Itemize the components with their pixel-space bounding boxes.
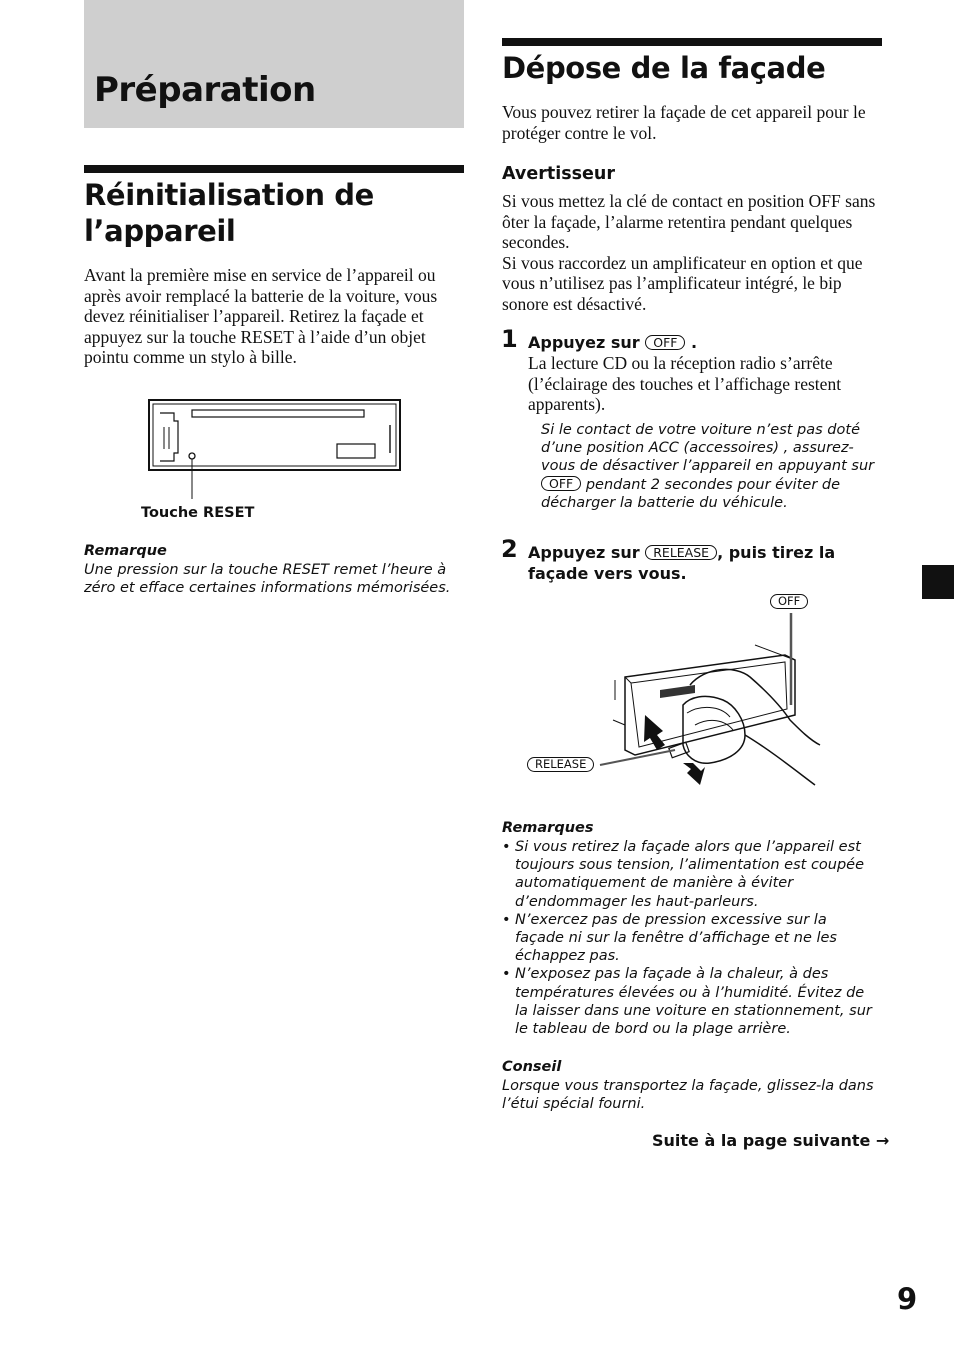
unit-front-illustration: [140, 395, 410, 505]
step2-instruction: [528, 543, 888, 584]
faceplate-removal-illustration: [595, 605, 825, 790]
reset-figure-label: Touche RESET: [141, 505, 255, 521]
step-prefix: Appuyez sur: [528, 543, 640, 562]
step1-note-part: Si le contact de votre voiture n’est pas doté d’une position ACC (accessoires) , assurez-vous de désactiver l’appareil en appuyant sur: [541, 422, 875, 475]
tip-title: Conseil: [502, 1059, 562, 1075]
list-item: • N’exposez pas la façade à la chaleur, à des températures élevées ou à l’humidité. Évitez de la laisser dans une voiture en stationnement, sur le tableau de bord ou la plage arrière.: [502, 965, 880, 1038]
step-prefix: Appuyez sur: [528, 333, 640, 352]
note-text: Une pression sur la touche RESET remet l’heure à zéro et efface certaines informations mémorisées.: [84, 562, 451, 597]
chapter-title: Préparation: [94, 70, 316, 110]
note-title: Remarque: [84, 543, 167, 559]
step1-body: La lecture CD ou la réception radio s’arrête (l’éclairage des touches et l’affichage restent apparents).: [528, 353, 842, 415]
section-thumb-tab: [922, 565, 954, 599]
warning-line: Si vous raccordez un amplificateur en option et que vous n’utilisez pas l’amplificateur intégré, le bip sonore est désactivé.: [502, 252, 863, 314]
step-suffix: , puis tirez la façade vers vous.: [528, 543, 836, 583]
heading-line: l’appareil: [84, 214, 236, 248]
remarks-list: [502, 838, 880, 1038]
list-item: • N’exercez pas de pression excessive sur la façade ni sur la fenêtre d’affichage et ne les échappez pas.: [502, 911, 880, 966]
step-number: 1: [501, 325, 518, 353]
step-suffix: .: [691, 333, 698, 352]
remarks-title: Remarques: [502, 820, 594, 836]
heading-line: Réinitialisation de: [84, 178, 374, 212]
reset-button-hole: [189, 453, 195, 459]
release-key-icon: RELEASE: [527, 757, 594, 772]
off-key-icon: OFF: [770, 594, 808, 609]
subheading-avertisseur: Avertisseur: [502, 164, 615, 184]
step-number: 2: [501, 535, 518, 563]
release-key-icon: RELEASE: [645, 545, 717, 560]
page-number: 9: [897, 1282, 918, 1316]
figure-release-label: [527, 756, 594, 774]
section-heading-reset: [84, 177, 464, 249]
section-rule-right: [502, 38, 882, 46]
step1-instruction: [528, 333, 888, 354]
continue-next-page: Suite à la page suivante →: [652, 1131, 890, 1150]
off-key-icon: OFF: [541, 476, 581, 491]
step1-note: [541, 421, 886, 512]
reset-intro-paragraph: Avant la première mise en service de l’appareil ou après avoir remplacé la batterie de la voiture, vous devez réinitialiser l’appareil. Retirez la façade et appuyez sur la touche RESET à l’aide d’un objet pointu comme un stylo à bille.: [84, 265, 438, 368]
list-item: • Si vous retirez la façade alors que l’appareil est toujours sous tension, l’alimentation est coupée automatiquement de manière à éviter d’endommager les haut-parleurs.: [502, 838, 880, 911]
tip-text: Lorsque vous transportez la façade, glissez-la dans l’étui spécial fourni.: [502, 1078, 874, 1113]
warning-paragraph: [502, 191, 892, 315]
step1-note-part: pendant 2 secondes pour éviter de décharger la batterie du véhicule.: [541, 476, 841, 511]
faceplate-intro-paragraph: Vous pouvez retirer la façade de cet appareil pour le protéger contre le vol.: [502, 102, 866, 143]
warning-line: Si vous mettez la clé de contact en position OFF sans ôter la façade, l’alarme retentira pendant quelques secondes.: [502, 191, 876, 253]
off-key-icon: OFF: [645, 335, 685, 350]
section-heading-faceplate: Dépose de la façade: [502, 51, 826, 85]
section-rule-left: [84, 165, 464, 173]
